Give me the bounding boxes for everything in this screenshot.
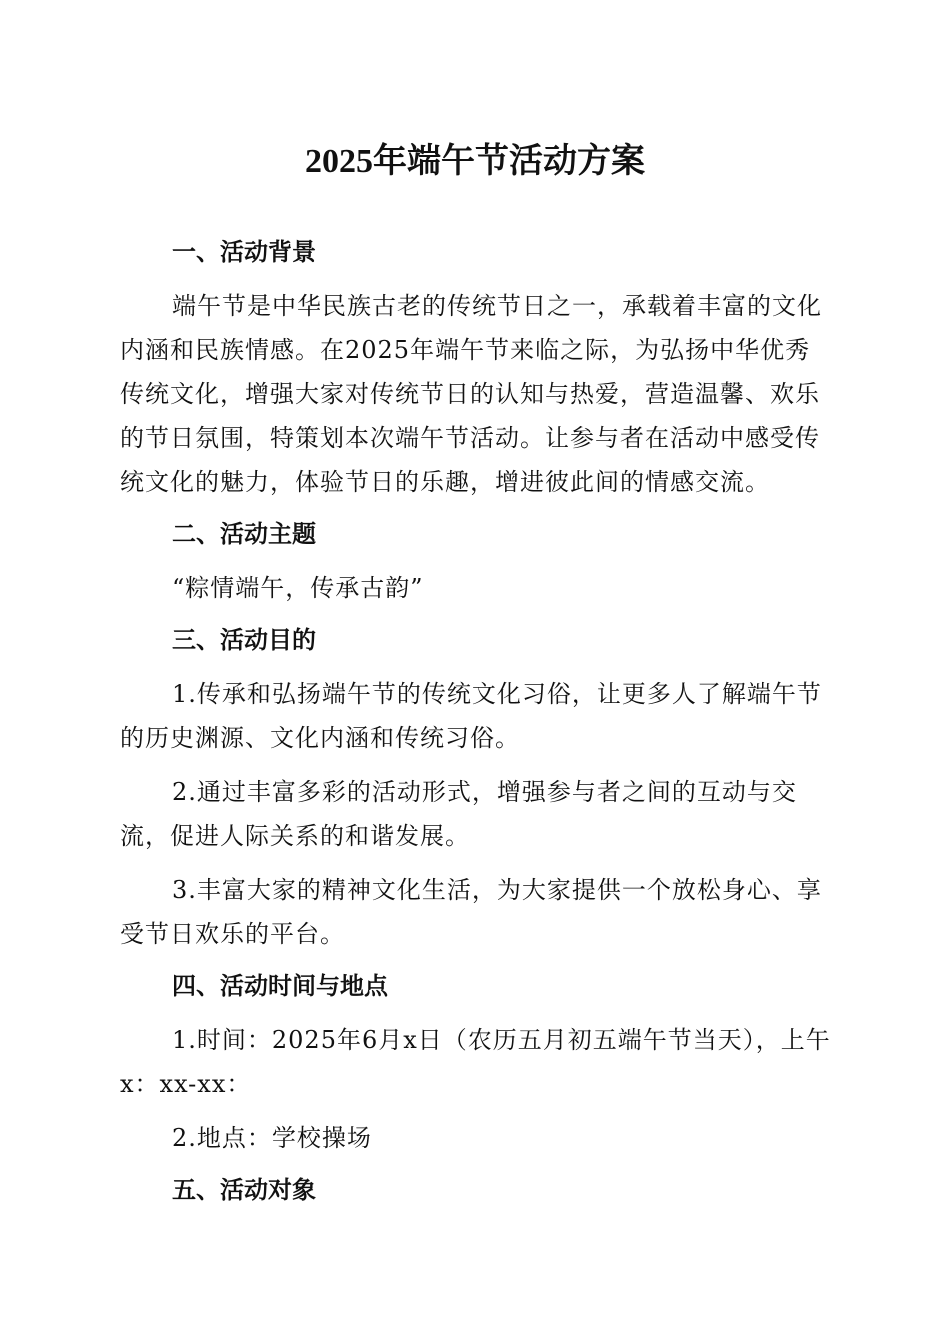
purpose-item-2: 2.通过丰富多彩的活动形式，增强参与者之间的互动与交流，促进人际关系的和谐发展。 bbox=[120, 778, 797, 850]
section-heading-background: 一、活动背景 bbox=[172, 238, 316, 266]
place-item: 2.地点：学校操场 bbox=[172, 1124, 372, 1152]
section-heading-theme: 二、活动主题 bbox=[172, 520, 316, 548]
purpose-item-3: 3.丰富大家的精神文化生活，为大家提供一个放松身心、享受节日欢乐的平台。 bbox=[120, 876, 822, 948]
purpose-item-1: 1.传承和弘扬端午节的传统文化习俗，让更多人了解端午节的历史渊源、文化内涵和传统习俗。 bbox=[120, 680, 822, 752]
section-heading-audience: 五、活动对象 bbox=[172, 1176, 316, 1204]
theme-paragraph: “粽情端午，传承古韵” bbox=[172, 574, 424, 602]
section-heading-time-place: 四、活动时间与地点 bbox=[172, 972, 388, 1000]
time-item: 1.时间：2025年6月x日（农历五月初五端午节当天），上午x：xx-xx： bbox=[120, 1026, 831, 1098]
document-title: 2025年端午节活动方案 bbox=[305, 143, 645, 180]
background-paragraph: 端午节是中华民族古老的传统节日之一，承载着丰富的文化内涵和民族情感。在2025年端午节来临之际，为弘扬中华优秀传统文化，增强大家对传统节日的认知与热爱，营造温馨、欢乐的节日氛围，特策划本次端午节活动。让参与者在活动中感受传统文化的魅力，体验节日的乐趣，增进彼此间的情感交流。 bbox=[120, 292, 822, 496]
document-body bbox=[120, 232, 832, 1222]
section-heading-purpose: 三、活动目的 bbox=[172, 626, 316, 654]
